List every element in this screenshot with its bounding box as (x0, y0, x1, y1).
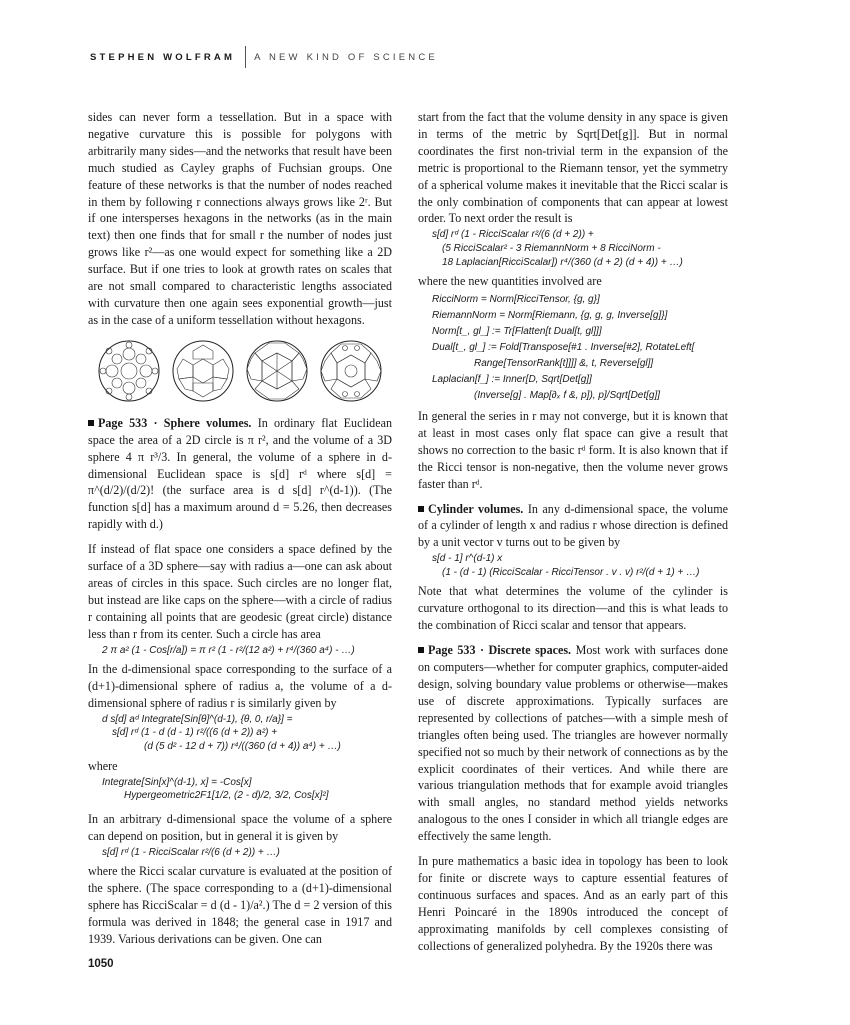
equation-block: s[d] rᵈ (1 - RicciScalar r²/(6 (d + 2)) + (5 RicciScalar² - 3 RiemannNorm + 8 RicciNorm - 18 Laplacian[RicciScalar]) r⁴/(360 (d + 2) (d + 4)) + …) (432, 229, 683, 268)
paragraph: start from the fact that the volume density in any space is given in terms of the metric by Sqrt[Det[g]]. But in normal coordinates the first non-trivial term in the expansion of the metric is proportional to the Riemann tensor, yet the symmetry of a spherical volume makes it inevitable that the Ricci scalar is the only combination of components that can appear at lowest order. To next order the result is (418, 110, 728, 226)
header-book-title: A NEW KIND OF SCIENCE (254, 51, 438, 63)
header-divider (245, 46, 246, 68)
note-bullet-icon (418, 647, 424, 653)
paragraph: sides can never form a tessellation. But in a space with negative curvature this is possible for polygons with arbitrarily many sides—and the networks that result have been much studied as Cayley graphs of Fuchsian groups. One feature of these networks is that the number of nodes reached in them by following r connections always grows like 2ʳ. But if one intersperses hexagons in the networks (as in the main text) then one finds that for small r the number of nodes just grows like r²—as one would expect for something like a 2D surface. But if one tries to look at growth rates on scales that are not small compared to characteristic lengths associated with curvature then one again sees exponential growth—just as in the case of a uniform tessellation without hexagons. (88, 110, 392, 327)
equation-block: Integrate[Sin[x]^(d-1), x] = -Cos[x] Hypergeometric2F1[1/2, (2 - d)/2, 3/2, Cos[x]²] (102, 776, 329, 802)
note-sphere-volumes: Page 533 · Sphere volumes. In ordinary flat Euclidean space the area of a 2D circle is π r², and the volume of a 3D sphere 4 π r³/3. In general, the volume of a sphere in d-dimensional Euclidean space is s[d] rᵈ where s[d] = π^(d/2)/(d/2)! (the surface area is d s[d] r^(d-1)). (The function s[d] has a maximum around d = 5.26, then decreases rapidly with d.) (88, 415, 393, 532)
tessellation-figure-1 (97, 339, 161, 403)
left-column (88, 109, 392, 956)
paragraph: Note that what determines the volume of the cylinder is curvature orthogonal to its direction—and this is what leads to the combination of Ricci scalar and tensor that appears. (418, 584, 728, 633)
paragraph: In general the series in r may not converge, but it is known that at least in most cases only flat space can give a result that shows no correction to the basic rᵈ form. It is also known that if the Ricci tensor is non-negative, then the volume never grows faster than rᵈ. (418, 409, 728, 491)
equation-block: s[d - 1] r^(d-1) x (1 - (d - 1) (RicciScalar - RicciTensor . v . v) r²/(d + 1) + …) (432, 553, 700, 578)
running-header (90, 44, 750, 70)
hyperbolic-tessellation-figures (97, 339, 392, 403)
equation-block: d s[d] aᵈ Integrate[Sin[θ]^(d-1), {θ, 0, r/a}] = s[d] rᵈ (1 - d (d - 1) r²/((6 (d + 2)) a²) + (d (5 d² - 12 d + 7)) r⁴/((360 (d + 4)) a⁴) + …) (102, 713, 341, 753)
note-cylinder-volumes: Cylinder volumes. In any d-dimensional space, the volume of a cylinder of length x and radius r whose direction is defined by a unit vector v turns out to be given by (418, 501, 728, 550)
paragraph: where (88, 758, 118, 773)
paragraph: where the Ricci scalar curvature is evaluated at the position of the sphere. (The space corresponding to a (d+1)-dimensional sphere has RicciScalar = d (d - 1)/a².) The d = 2 version of this formula was derived in 1848; the general case in 1917 and 1939. Various derivations can be given. One can (88, 864, 392, 946)
note-bullet-icon (418, 506, 424, 512)
tessellation-figure-4 (319, 339, 383, 403)
paragraph: where the new quantities involved are (418, 274, 602, 289)
equation: 2 π a² (1 - Cos[r/a]) = π r² (1 - r²/(12 a²) + r⁴/(360 a⁴) - …) (102, 644, 355, 656)
tessellation-figure-2 (171, 339, 235, 403)
tessellation-figure-3 (245, 339, 309, 403)
paragraph: If instead of flat space one considers a space defined by the surface of a 3D sphere—say with radius a—one can ask about areas of circles in this space. Such circles are no longer flat, but instead are like caps on the sphere—with a circle of radius r containing all points that are geodesic (great circle) distance less than r from its center. Such a circle has area (88, 542, 392, 641)
equation: s[d] rᵈ (1 - RicciScalar r²/(6 (d + 2)) + …) (102, 846, 280, 858)
page-number: 1050 (88, 958, 114, 970)
note-discrete-spaces: Page 533 · Discrete spaces. Most work with surfaces done on computers—whether for computer graphics, computer-aided design, solving boundary value problems or otherwise—makes use of discrete approximations. Typically surfaces are represented by collections of patches—with a simple mesh of triangles often being used. The triangles are however normally specified not so much by their network of connections as by the explicit coordinates of their vertices. And while there are various triangulation methods that for example avoid triangles with small angles, no standard method yields networks analogous to the ones I consider in which all triangle edges are effectively the same length. (418, 643, 728, 844)
paragraph: In an arbitrary d-dimensional space the volume of a sphere can depend on position, but in general it is given by (88, 811, 392, 843)
definitions-block: RicciNorm = Norm[RicciTensor, {g, g}] RiemannNorm = Norm[Riemann, {g, g, g, Inverse[g]}] Norm[t_, gl_] := Tr[Flatten[t Dual[t, gl]]] Dual[t_, gl_] := Fold[Transpose[#1 . Inverse[#2], RotateLeft[ Range[TensorRank[t]]]] &, t, Reverse[gl]] Laplacian[f_] := Inner[D, Sqrt[Det[g]] (Inverse[g] . Map[∂ₓ f &, p]), p]/Sqrt[Det[g]] (432, 294, 695, 402)
right-column (418, 109, 728, 963)
header-author: STEPHEN WOLFRAM (90, 51, 236, 63)
paragraph: In the d-dimensional space corresponding to the surface of a (d+1)-dimensional sphere of radius a, the volume of a d-dimensional sphere of radius r is similarly given by (88, 662, 392, 710)
paragraph: In pure mathematics a basic idea in topology has been to look for finite or discrete ways to capture essential features of continuous surfaces and spaces. And as an early part of this Henri Poincaré in the 1890s introduced the concept of approximating manifolds by cell complexes consisting of collections of generalized polyhedra. By the 1920s there was (418, 854, 728, 953)
note-bullet-icon (88, 420, 94, 426)
